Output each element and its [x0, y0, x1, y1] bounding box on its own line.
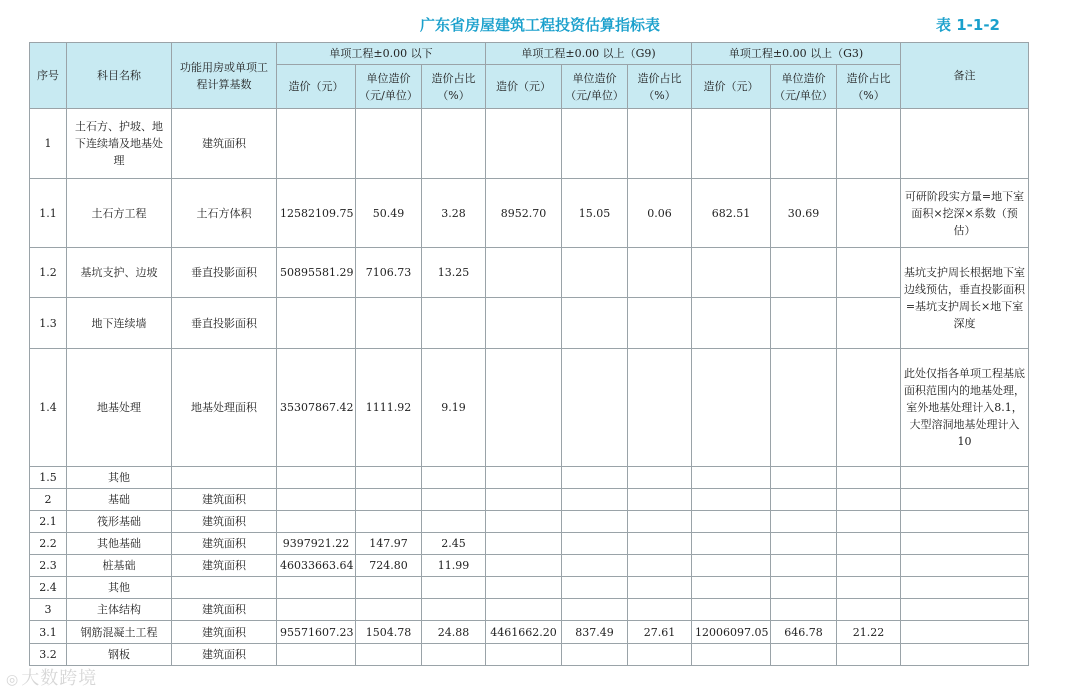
cell-ratio	[837, 467, 901, 489]
cell-ratio	[628, 644, 692, 666]
cell-seq: 1.2	[30, 248, 67, 298]
cell-name: 桩基础	[67, 555, 172, 577]
cell-note	[901, 511, 1029, 533]
table-row	[30, 577, 1029, 599]
table-row	[30, 467, 1029, 489]
cell-ratio: 27.61	[628, 621, 692, 644]
cell-basis: 土石方体积	[172, 179, 277, 248]
cell-cost	[277, 599, 356, 621]
cell-ratio	[837, 511, 901, 533]
cell-seq: 2.1	[30, 511, 67, 533]
cell-unit-cost: 724.80	[356, 555, 422, 577]
cell-unit-cost	[771, 599, 837, 621]
table-row	[30, 533, 1029, 555]
cell-note	[901, 621, 1029, 644]
cell-cost	[486, 248, 562, 298]
cell-basis: 建筑面积	[172, 599, 277, 621]
cell-cost: 12582109.75	[277, 179, 356, 248]
cell-basis: 建筑面积	[172, 644, 277, 666]
cell-cost	[486, 644, 562, 666]
cell-unit-cost	[356, 577, 422, 599]
cell-cost: 9397921.22	[277, 533, 356, 555]
cell-cost	[692, 577, 771, 599]
cell-ratio	[837, 248, 901, 298]
cell-unit-cost	[356, 599, 422, 621]
cell-unit-cost	[771, 298, 837, 349]
cell-cost: 12006097.05	[692, 621, 771, 644]
table-row	[30, 511, 1029, 533]
cell-name: 其他基础	[67, 533, 172, 555]
cell-ratio	[837, 533, 901, 555]
cell-cost	[692, 644, 771, 666]
cell-unit-cost	[356, 489, 422, 511]
cell-unit-cost	[356, 109, 422, 179]
cell-unit-cost	[771, 644, 837, 666]
cell-cost: 8952.70	[486, 179, 562, 248]
cell-ratio	[422, 467, 486, 489]
cell-cost	[277, 577, 356, 599]
cell-cost	[692, 349, 771, 467]
header-ratio: 造价占比（%）	[422, 65, 486, 109]
cell-cost	[692, 248, 771, 298]
cell-ratio	[422, 644, 486, 666]
cell-cost	[692, 109, 771, 179]
cell-ratio	[422, 599, 486, 621]
cell-ratio	[628, 577, 692, 599]
cell-ratio	[837, 298, 901, 349]
cell-ratio	[628, 599, 692, 621]
cell-unit-cost	[562, 298, 628, 349]
cell-ratio	[837, 109, 901, 179]
header-group-above-zero-g9: 单项工程±0.00 以上（G9)	[486, 43, 692, 65]
cell-ratio: 0.06	[628, 179, 692, 248]
cell-ratio	[628, 533, 692, 555]
cell-unit-cost: 646.78	[771, 621, 837, 644]
cell-unit-cost	[771, 511, 837, 533]
cell-basis: 建筑面积	[172, 621, 277, 644]
cell-unit-cost	[356, 298, 422, 349]
cell-cost	[692, 599, 771, 621]
cell-name: 钢筋混凝土工程	[67, 621, 172, 644]
cell-seq: 2.4	[30, 577, 67, 599]
cell-unit-cost: 1504.78	[356, 621, 422, 644]
cell-ratio: 21.22	[837, 621, 901, 644]
cell-unit-cost	[356, 467, 422, 489]
cell-cost	[486, 511, 562, 533]
cell-cost	[277, 489, 356, 511]
cell-seq: 2.3	[30, 555, 67, 577]
cell-cost: 50895581.29	[277, 248, 356, 298]
cell-ratio: 24.88	[422, 621, 486, 644]
cell-unit-cost	[562, 109, 628, 179]
cell-ratio	[628, 349, 692, 467]
cell-ratio	[628, 555, 692, 577]
cell-cost	[692, 467, 771, 489]
cell-ratio	[628, 467, 692, 489]
header-cost: 造价（元）	[692, 65, 771, 109]
cell-ratio	[628, 489, 692, 511]
cell-seq: 1.1	[30, 179, 67, 248]
cell-ratio	[628, 298, 692, 349]
cell-note: 此处仅指各单项工程基底面积范围内的地基处理，室外地基处理计入8.1，大型溶洞地基处理计入10	[901, 349, 1029, 467]
watermark-text: 大数跨境	[21, 668, 98, 689]
cell-seq: 3.1	[30, 621, 67, 644]
cell-unit-cost: 147.97	[356, 533, 422, 555]
cell-ratio	[422, 489, 486, 511]
cell-note	[901, 644, 1029, 666]
header-note: 备注	[901, 43, 1029, 109]
cell-cost: 4461662.20	[486, 621, 562, 644]
cell-unit-cost	[356, 511, 422, 533]
table-row	[30, 179, 1029, 248]
header-cost: 造价（元）	[277, 65, 356, 109]
header-basis: 功能用房或单项工程计算基数	[172, 43, 277, 109]
cell-unit-cost	[771, 349, 837, 467]
cell-basis: 垂直投影面积	[172, 298, 277, 349]
cell-cost	[692, 533, 771, 555]
cell-unit-cost	[562, 555, 628, 577]
header-ratio: 造价占比（%）	[837, 65, 901, 109]
table-row	[30, 621, 1029, 644]
cell-note-merged: 基坑支护周长根据地下室边线预估，垂直投影面积=基坑支护周长×地下室深度	[901, 248, 1029, 349]
cell-ratio: 13.25	[422, 248, 486, 298]
cell-unit-cost	[562, 467, 628, 489]
cell-seq: 1.4	[30, 349, 67, 467]
header-seq: 序号	[30, 43, 67, 109]
cell-note	[901, 533, 1029, 555]
cell-unit-cost	[771, 533, 837, 555]
cell-seq: 3	[30, 599, 67, 621]
cell-unit-cost	[562, 511, 628, 533]
cell-ratio	[628, 248, 692, 298]
cell-unit-cost: 837.49	[562, 621, 628, 644]
cell-ratio: 11.99	[422, 555, 486, 577]
cell-name: 其他	[67, 467, 172, 489]
cell-unit-cost	[356, 644, 422, 666]
cell-seq: 1.3	[30, 298, 67, 349]
cell-unit-cost	[562, 599, 628, 621]
cell-unit-cost: 15.05	[562, 179, 628, 248]
cell-unit-cost: 1111.92	[356, 349, 422, 467]
cell-note	[901, 599, 1029, 621]
cell-ratio	[837, 489, 901, 511]
cell-unit-cost	[562, 533, 628, 555]
header-cost: 造价（元）	[486, 65, 562, 109]
table-row	[30, 109, 1029, 179]
cell-name: 地下连续墙	[67, 298, 172, 349]
cell-note	[901, 109, 1029, 179]
cell-cost	[692, 489, 771, 511]
cell-cost	[486, 109, 562, 179]
cell-cost	[277, 298, 356, 349]
page-title: 广东省房屋建筑工程投资估算指标表	[419, 16, 660, 34]
cell-unit-cost	[562, 349, 628, 467]
cell-basis: 地基处理面积	[172, 349, 277, 467]
cell-cost	[277, 644, 356, 666]
cell-unit-cost	[562, 577, 628, 599]
cell-name: 其他	[67, 577, 172, 599]
table-row	[30, 489, 1029, 511]
cell-unit-cost	[562, 644, 628, 666]
cell-basis: 建筑面积	[172, 511, 277, 533]
cell-name: 土石方工程	[67, 179, 172, 248]
cell-unit-cost: 30.69	[771, 179, 837, 248]
cell-cost	[486, 599, 562, 621]
estimate-index-table	[29, 42, 1029, 666]
watermark	[6, 664, 97, 690]
cell-ratio	[422, 298, 486, 349]
table-number: 表 1-1-2	[936, 16, 1000, 34]
header-group-below-zero: 单项工程±0.00 以下	[277, 43, 486, 65]
header-group-above-zero-g3: 单项工程±0.00 以上（G3)	[692, 43, 901, 65]
cell-unit-cost	[771, 577, 837, 599]
cell-ratio	[837, 179, 901, 248]
cell-name: 地基处理	[67, 349, 172, 467]
cell-unit-cost	[562, 248, 628, 298]
cell-name: 筏形基础	[67, 511, 172, 533]
table-row	[30, 298, 1029, 349]
cell-seq: 1.5	[30, 467, 67, 489]
cell-cost: 46033663.64	[277, 555, 356, 577]
cell-seq: 2.2	[30, 533, 67, 555]
cell-cost	[277, 109, 356, 179]
table-row	[30, 248, 1029, 298]
cell-unit-cost	[771, 555, 837, 577]
cell-ratio	[837, 644, 901, 666]
cell-name: 钢板	[67, 644, 172, 666]
cell-ratio	[837, 555, 901, 577]
cell-ratio: 9.19	[422, 349, 486, 467]
cell-unit-cost	[771, 489, 837, 511]
cell-ratio	[422, 577, 486, 599]
cell-cost	[486, 467, 562, 489]
cell-cost	[486, 555, 562, 577]
cell-cost	[486, 533, 562, 555]
cell-basis: 垂直投影面积	[172, 248, 277, 298]
cell-unit-cost	[771, 467, 837, 489]
cell-basis: 建筑面积	[172, 489, 277, 511]
header-ratio: 造价占比（%）	[628, 65, 692, 109]
cell-basis: 建筑面积	[172, 533, 277, 555]
cell-cost	[486, 298, 562, 349]
cell-cost	[277, 467, 356, 489]
cell-cost	[277, 511, 356, 533]
table-row	[30, 599, 1029, 621]
cell-seq: 3.2	[30, 644, 67, 666]
cell-cost: 682.51	[692, 179, 771, 248]
cell-ratio	[628, 511, 692, 533]
cell-unit-cost	[562, 489, 628, 511]
cell-cost	[692, 555, 771, 577]
cell-unit-cost: 7106.73	[356, 248, 422, 298]
cell-ratio	[837, 577, 901, 599]
cell-unit-cost: 50.49	[356, 179, 422, 248]
cell-ratio: 3.28	[422, 179, 486, 248]
cell-ratio	[837, 599, 901, 621]
cell-name: 土石方、护坡、地下连续墙及地基处理	[67, 109, 172, 179]
cell-cost	[486, 577, 562, 599]
cell-cost	[692, 298, 771, 349]
cell-cost	[692, 511, 771, 533]
cell-name: 基坑支护、边坡	[67, 248, 172, 298]
cell-cost	[486, 349, 562, 467]
cell-ratio	[837, 349, 901, 467]
cell-cost	[486, 489, 562, 511]
cell-note	[901, 555, 1029, 577]
cell-basis	[172, 467, 277, 489]
cell-cost: 95571607.23	[277, 621, 356, 644]
cell-name: 主体结构	[67, 599, 172, 621]
header-name: 科目名称	[67, 43, 172, 109]
cell-seq: 2	[30, 489, 67, 511]
cell-ratio	[628, 109, 692, 179]
table-row	[30, 555, 1029, 577]
watermark-logo-icon: ◎	[6, 672, 20, 688]
cell-note	[901, 467, 1029, 489]
table-row	[30, 644, 1029, 666]
header-unit-cost: 单位造价（元/单位）	[356, 65, 422, 109]
cell-unit-cost	[771, 248, 837, 298]
cell-ratio	[422, 511, 486, 533]
cell-unit-cost	[771, 109, 837, 179]
table-row	[30, 349, 1029, 467]
cell-seq: 1	[30, 109, 67, 179]
cell-basis: 建筑面积	[172, 109, 277, 179]
cell-cost: 35307867.42	[277, 349, 356, 467]
cell-ratio: 2.45	[422, 533, 486, 555]
cell-ratio	[422, 109, 486, 179]
cell-note: 可研阶段实方量=地下室面积×挖深×系数（预估）	[901, 179, 1029, 248]
cell-name: 基础	[67, 489, 172, 511]
header-unit-cost: 单位造价（元/单位）	[562, 65, 628, 109]
cell-basis	[172, 577, 277, 599]
cell-basis: 建筑面积	[172, 555, 277, 577]
cell-note	[901, 489, 1029, 511]
header-unit-cost: 单位造价（元/单位）	[771, 65, 837, 109]
cell-note	[901, 577, 1029, 599]
